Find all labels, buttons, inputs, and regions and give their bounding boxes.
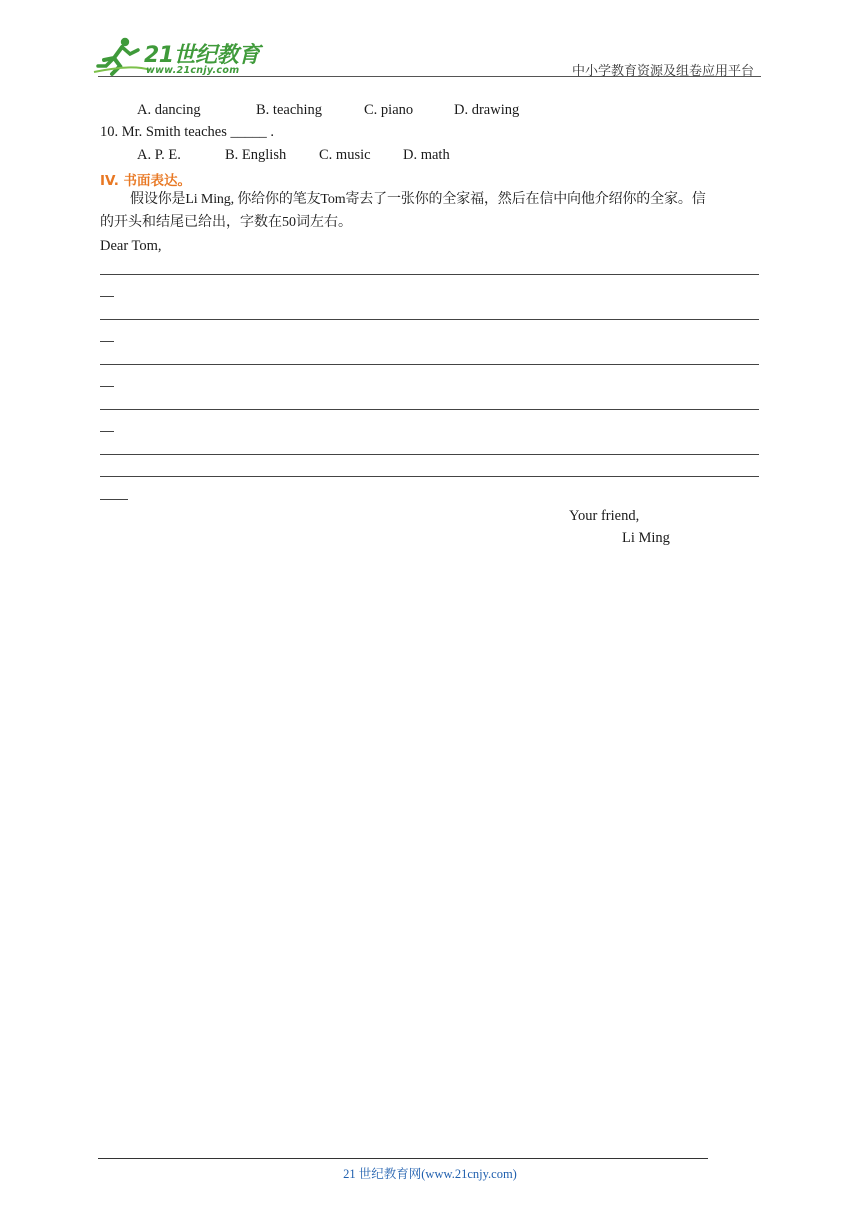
q10-option-d: D. math	[403, 147, 450, 163]
q9-option-b: B. teaching	[256, 102, 323, 118]
writing-prompt-line2: 的开头和结尾已给出，字数在50词左右。	[100, 215, 352, 230]
writing-line[interactable]	[100, 319, 759, 320]
header-divider	[98, 76, 761, 77]
writing-line[interactable]	[100, 409, 759, 410]
q9-option-a: A. dancing	[137, 102, 201, 118]
logo-title: 21世纪教育	[144, 43, 260, 68]
section-heading-writing: IV. 书面表达。	[100, 173, 192, 189]
writing-line-tail	[100, 386, 114, 387]
q10-option-a: A. P. E.	[137, 147, 181, 163]
writing-line-tail	[100, 431, 114, 432]
writing-line[interactable]	[100, 476, 759, 477]
q10-stem: 10. Mr. Smith teaches _____ .	[100, 124, 274, 140]
writing-prompt-line1: 假设你是Li Ming, 你给你的笔友Tom寄去了一张你的全家福，然后在信中向他介绍你的全家。信	[130, 192, 706, 207]
q10-option-b: B. English	[225, 147, 287, 163]
header-platform-title: 中小学教育资源及组卷应用平台	[571, 64, 754, 79]
q9-option-d: D. drawing	[454, 102, 520, 118]
writing-line[interactable]	[100, 364, 759, 365]
letter-greeting: Dear Tom,	[100, 238, 162, 254]
q10-option-c: C. music	[319, 147, 371, 163]
writing-line-tail	[100, 296, 114, 297]
q9-option-c: C. piano	[364, 102, 414, 118]
brand-logo	[92, 34, 262, 78]
letter-signature: Li Ming	[622, 530, 670, 546]
letter-closing: Your friend,	[569, 508, 640, 524]
writing-line[interactable]	[100, 454, 759, 455]
logo-url: www.21cnjy.com	[146, 65, 240, 76]
writing-line-tail	[100, 341, 114, 342]
footer-divider	[98, 1158, 708, 1159]
footer-site-link[interactable]: 21 世纪教育网(www.21cnjy.com)	[343, 1167, 517, 1181]
writing-line[interactable]	[100, 274, 759, 275]
writing-line-tail	[100, 499, 128, 500]
